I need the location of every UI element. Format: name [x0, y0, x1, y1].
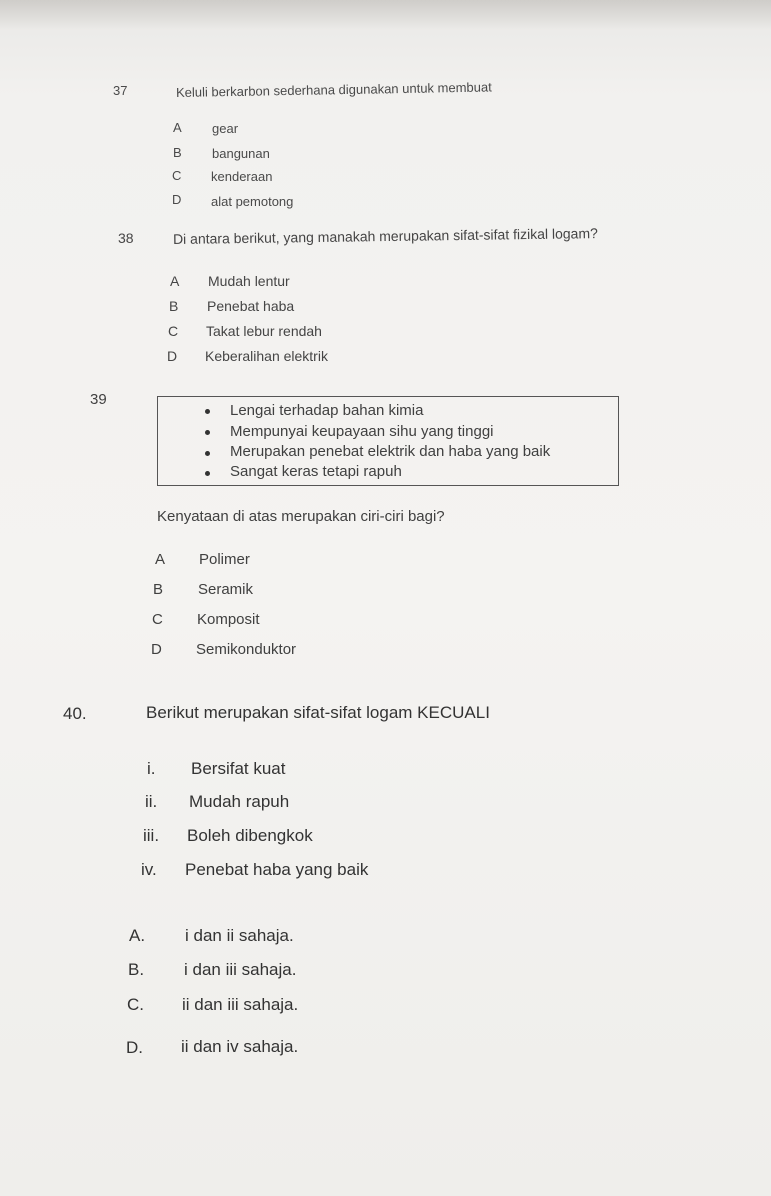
statement: Merupakan penebat elektrik dan haba yang baik: [230, 443, 551, 460]
question-number: 38: [118, 230, 134, 246]
option-text: Semikonduktor: [196, 641, 297, 658]
option-text: bangunan: [212, 146, 270, 161]
item-roman: i.: [147, 759, 156, 778]
option-letter: A.: [129, 926, 146, 945]
option-letter: D: [167, 348, 178, 364]
option-text: Mudah lentur: [208, 273, 290, 289]
bullet: [205, 471, 210, 476]
question-number: 40.: [63, 704, 87, 723]
option-letter: B: [173, 145, 182, 160]
option-letter: C.: [127, 995, 144, 1014]
option-text: ii dan iii sahaja.: [182, 995, 299, 1014]
item-roman: iv.: [141, 860, 157, 879]
item-roman: ii.: [145, 792, 158, 811]
statement: Lengai terhadap bahan kimia: [230, 402, 424, 419]
option-letter: C: [152, 611, 163, 628]
item-roman: iii.: [143, 826, 160, 845]
option-letter: C: [172, 168, 182, 183]
option-letter: A: [170, 273, 180, 289]
option-text: kenderaan: [211, 169, 273, 184]
bullet: [205, 430, 210, 435]
item-text: Bersifat kuat: [191, 759, 286, 778]
paper-shadow: [0, 0, 771, 30]
option-text: i dan ii sahaja.: [185, 926, 294, 945]
question-text: Berikut merupakan sifat-sifat logam KECUALI: [146, 703, 490, 722]
option-letter: B: [153, 581, 164, 598]
option-text: Komposit: [197, 611, 260, 628]
item-text: Penebat haba yang baik: [185, 860, 369, 879]
option-letter: B: [169, 298, 179, 314]
option-letter: A: [173, 120, 182, 135]
statement: Mempunyai keupayaan sihu yang tinggi: [230, 423, 494, 440]
option-letter: D: [172, 192, 182, 207]
option-text: gear: [212, 121, 239, 136]
statement: Sangat keras tetapi rapuh: [230, 463, 402, 480]
bullet: [205, 451, 210, 456]
item-text: Boleh dibengkok: [187, 826, 313, 845]
option-text: Seramik: [198, 581, 254, 598]
option-letter: C: [168, 323, 179, 339]
question-text: Di antara berikut, yang manakah merupakan sifat-sifat fizikal logam?: [172, 225, 598, 247]
option-text: Penebat haba: [207, 298, 295, 314]
item-text: Mudah rapuh: [189, 792, 290, 811]
question-number: 39: [90, 391, 107, 408]
question-text: Kenyataan di atas merupakan ciri-ciri bagi?: [157, 508, 445, 525]
option-text: Polimer: [199, 551, 250, 568]
option-letter: D.: [126, 1038, 143, 1057]
question-number: 37: [113, 83, 128, 98]
option-letter: B.: [128, 960, 145, 979]
question-text: Keluli berkarbon sederhana digunakan untuk membuat: [175, 79, 492, 100]
option-letter: A: [155, 551, 166, 568]
option-text: ii dan iv sahaja.: [181, 1037, 299, 1056]
option-text: i dan iii sahaja.: [184, 960, 297, 979]
option-text: alat pemotong: [211, 194, 294, 209]
option-text: Takat lebur rendah: [206, 323, 322, 339]
option-text: Keberalihan elektrik: [205, 348, 328, 364]
option-letter: D: [151, 641, 162, 658]
bullet: [205, 409, 210, 414]
